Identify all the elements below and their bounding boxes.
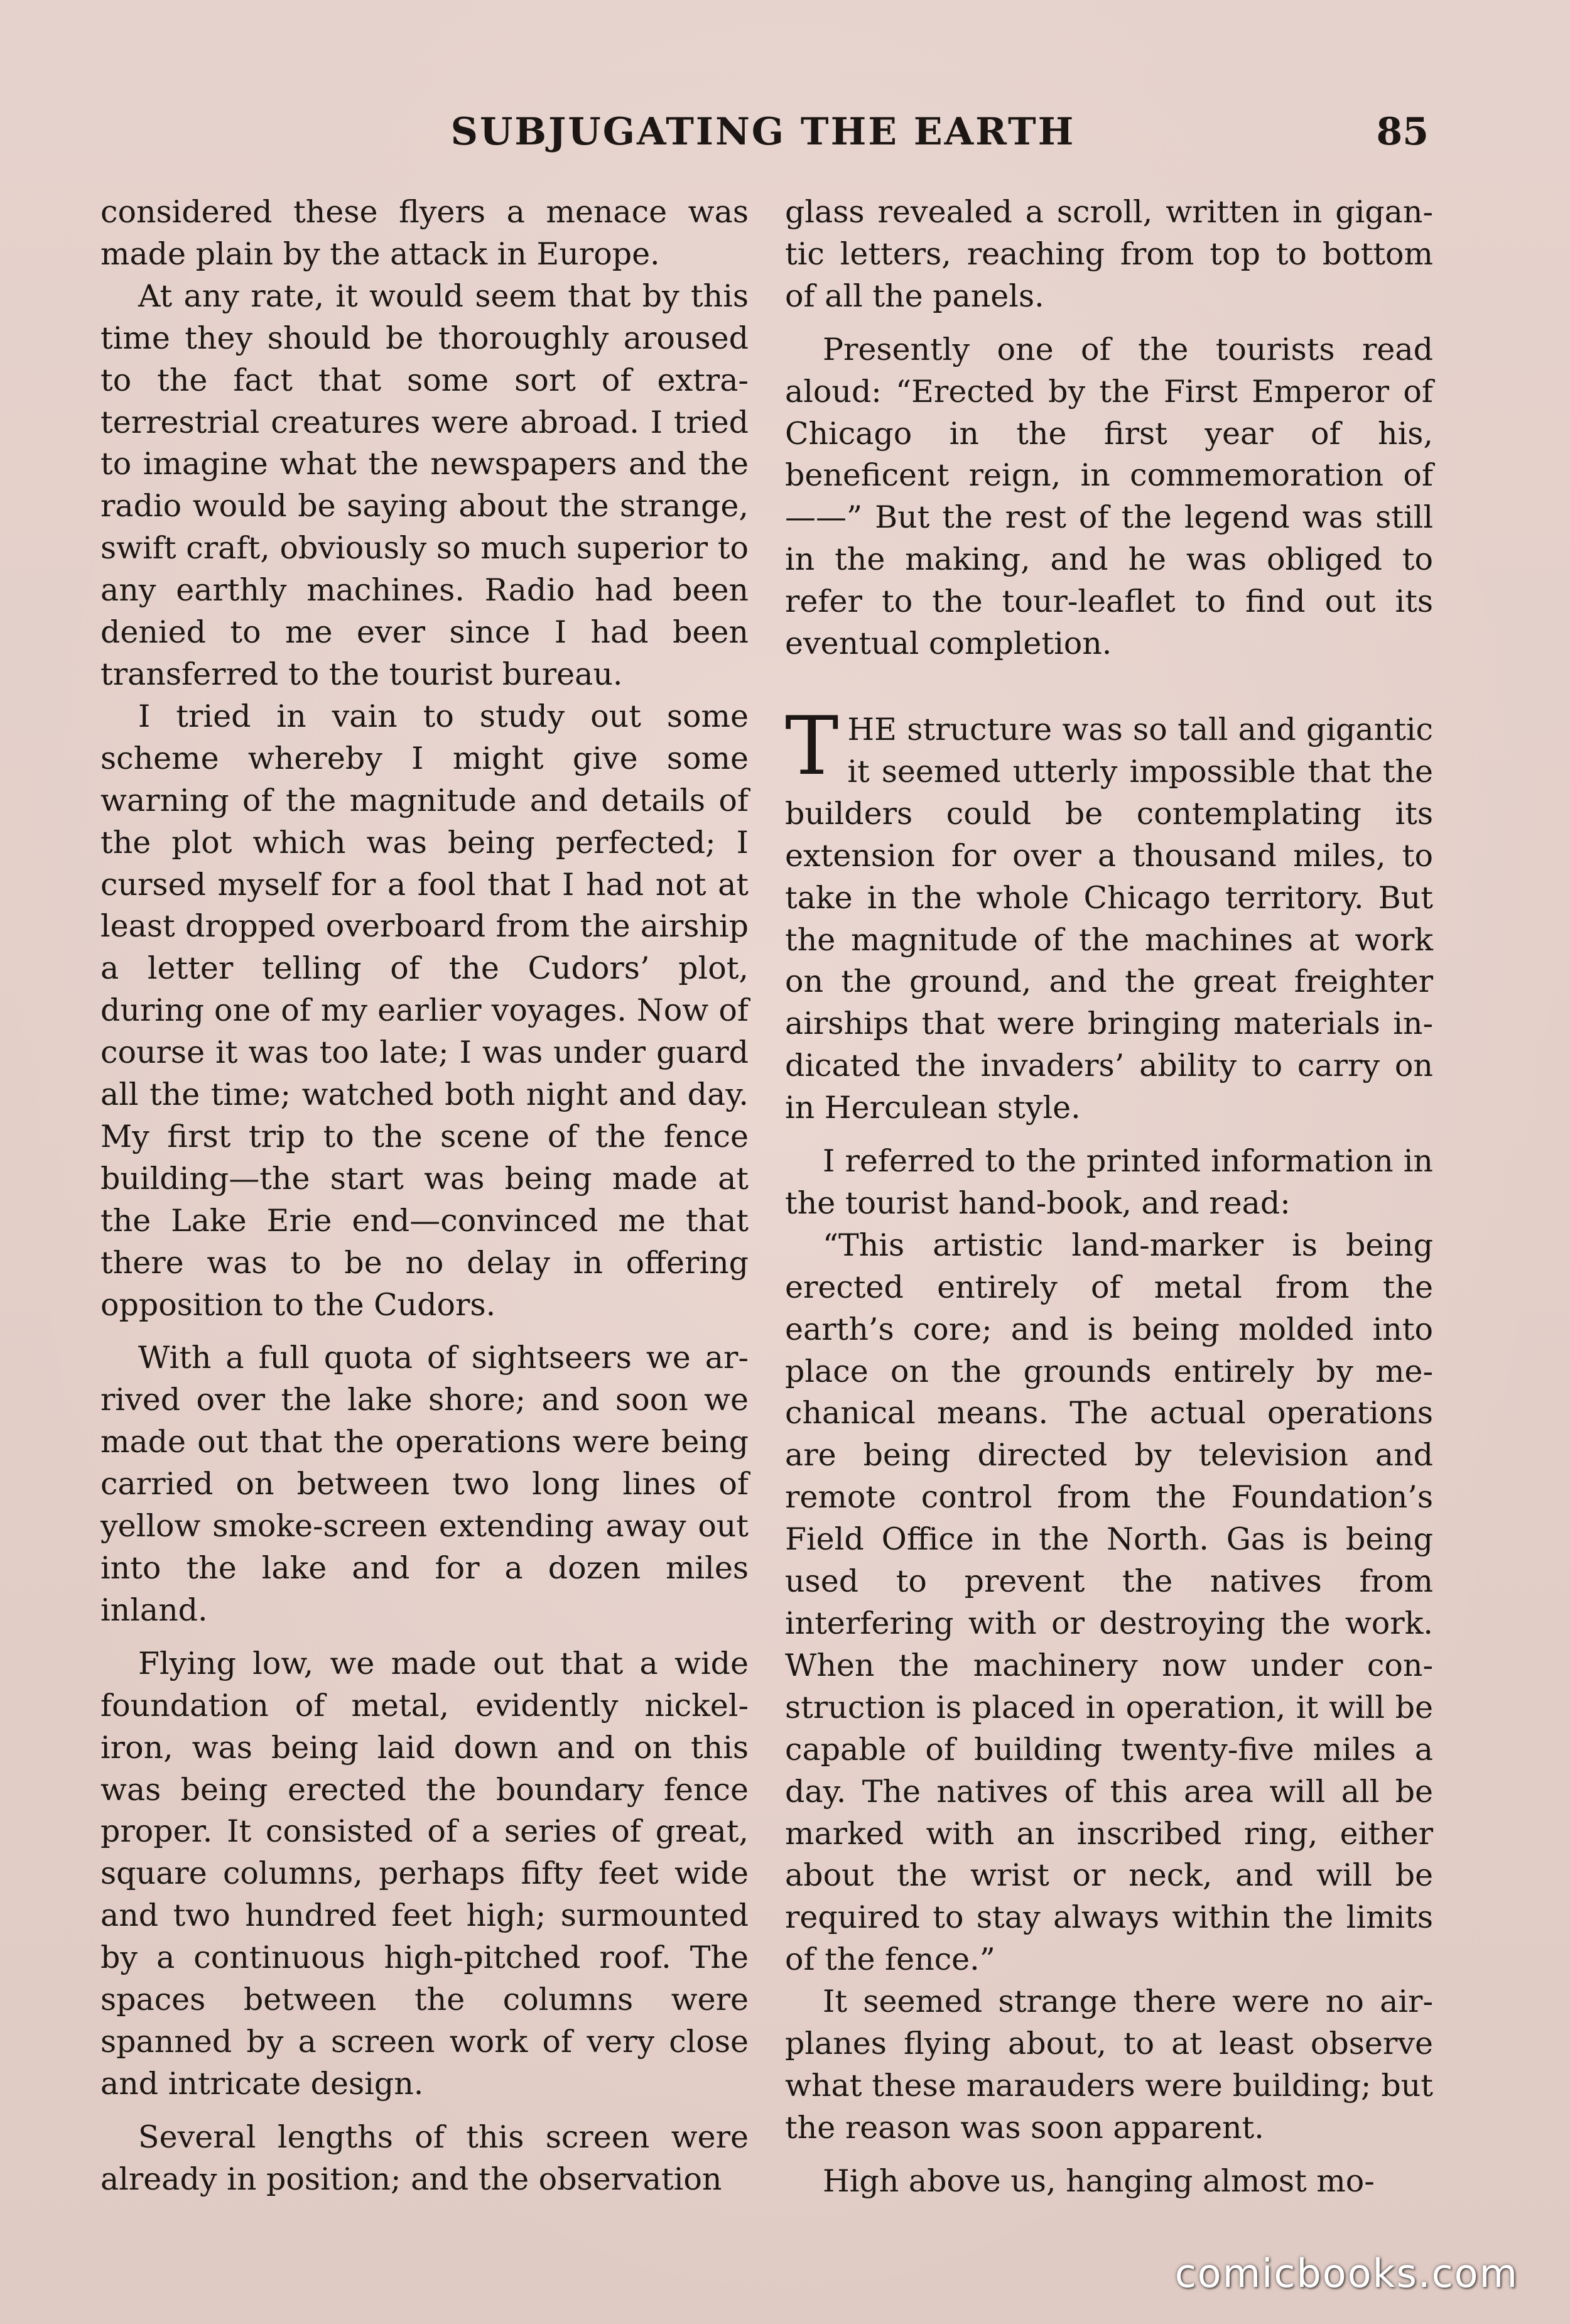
paragraph: “This artistic land-marker is being erected entirely of metal from the earth’s core; and is being molded into place on the grounds entirely by mechanical means. The actual operations are being directed by television and remote control from the Foundation’s Field Office in the North. Gas is being used to prevent the natives from interfering with or destroying the work. When the machinery now under construction is placed in operation, it will be capable of building twenty-five miles a day. The natives of this area will all be marked with an inscribed ring, either about the wrist or neck, and will be required to stay always within the limits of the fence.” <box>785 1227 1433 1978</box>
paragraph: I referred to the printed information in the tourist hand-book, and read: <box>785 1143 1433 1221</box>
paragraph: glass revealed a scroll, written in gigantic letters, reaching from top to bottom of all the panels. <box>785 194 1433 314</box>
paragraph: With a full quota of sightseers we arrived over the lake shore; and soon we made out that the operations were being carried on between two long lines of yellow smoke-screen extending away out into the lake and for a dozen miles inland. <box>100 1340 749 1628</box>
paragraph: Presently one of the tourists read aloud: “Erected by the First Emperor of Chicago in the first year of his, beneficent reign, in commemoration of——” But the rest of the legend was still in the making, and he was obliged to refer to the tour-leaflet to find out its eventual completion. <box>785 331 1433 662</box>
running-title: SUBJUGATING THE EARTH <box>450 110 1076 154</box>
page-number: 85 <box>1376 110 1429 154</box>
drop-cap-paragraph-text: HE structure was so tall and gigantic it seemed utterly impossible that the builders could be contemplating its extension for over a thousand miles, to take in the whole Chicago territory. But the magnitude of the machines at work on the ground, and the great freighter airships that were bringing materials indicated the invaders’ ability to carry on in Herculean style. <box>785 711 1433 1126</box>
paragraph: considered these flyers a menace was made plain by the attack in Europe. <box>100 194 749 272</box>
paragraph: Several lengths of this screen were already in position; and the observation <box>100 2119 749 2197</box>
left-column <box>100 192 749 2201</box>
drop-cap: T <box>785 699 839 793</box>
paragraph: Flying low, we made out that a wide foundation of metal, evidently nickel-iron, was being laid down and on this was being erected the boundary fence proper. It consisted of a series of great, square columns, perhaps fifty feet wide and two hundred feet high; surmounted by a continuous high-pitched roof. The spaces between the columns were spanned by a screen work of very close and intricate design. <box>100 1645 749 2102</box>
paragraph: I tried in vain to study out some scheme whereby I might give some warning of the magnitude and details of the plot which was being perfected; I cursed myself for a fool that I had not at least dropped overboard from the airship a letter telling of the Cudors’ plot, during one of my earlier voyages. Now of course it was too late; I was under guard all the time; watched both night and day. My first trip to the scene of the fence building—the start was being made at the Lake Erie end—convinced me that there was to be no delay in offering opposition to the Cudors. <box>100 698 749 1323</box>
paragraph: It seemed strange there were no airplanes flying about, to at least observe what these marauders were building; but the reason was soon apparent. <box>785 1984 1433 2146</box>
paragraph: High above us, hanging almost mo- <box>823 2163 1375 2199</box>
running-head <box>97 104 1429 160</box>
paragraph: At any rate, it would seem that by this time they should be thoroughly aroused to the fact that some sort of extra-terrestrial creatures were abroad. I tried to imagine what the newspapers and the radio would be saying about the strange, swift craft, obviously so much superior to any earthly machines. Radio had been denied to me ever since I had been transferred to the tourist bureau. <box>100 278 749 692</box>
watermark: comicbooks.com <box>1174 2251 1519 2296</box>
right-column <box>785 192 1433 2203</box>
section-start-paragraph <box>785 699 1433 1129</box>
